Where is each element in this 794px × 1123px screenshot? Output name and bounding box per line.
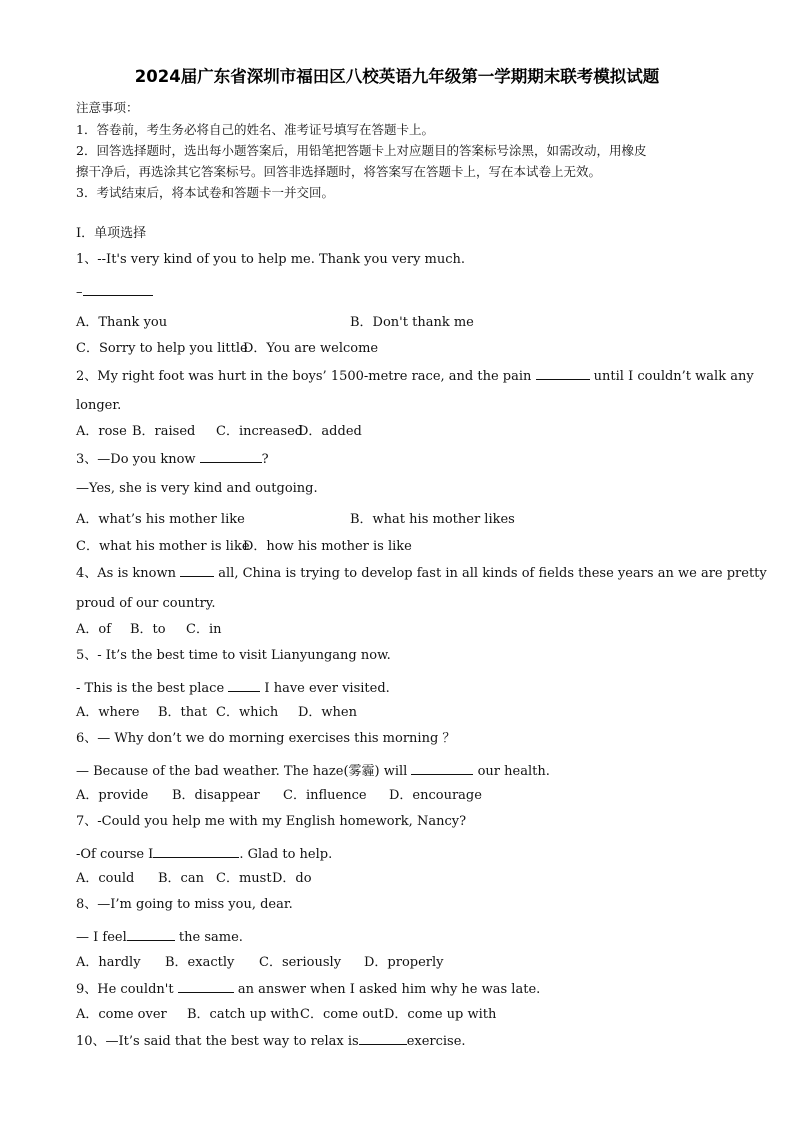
question-2-stem	[76, 367, 754, 385]
q5-option-d: D．when	[298, 705, 357, 720]
notice-line-3: 擦干净后，再选涂其它答案标号。回答非选择题时，将答案写在答题卡上，写在本试卷上无效。	[76, 164, 602, 179]
q1-option-d: D．You are welcome	[243, 341, 379, 356]
question-4-stem-cont: proud of our country.	[76, 596, 216, 611]
answer-blank	[180, 564, 214, 577]
q4-option-b: B．to	[130, 622, 166, 637]
q1-option-c: C．Sorry to help you little	[76, 341, 248, 356]
stem-part-b: exercise.	[406, 1034, 466, 1049]
answer-blank	[200, 450, 262, 463]
q8-option-c: C．seriously	[259, 955, 342, 970]
question-3-stem	[76, 450, 269, 468]
stem-part-b: until I couldn’t walk any	[589, 369, 754, 384]
question-7-reply	[76, 845, 332, 863]
reply-part-a: — I feel	[76, 930, 127, 945]
q2-option-c: C．increased	[216, 424, 304, 439]
question-1-reply	[76, 283, 153, 301]
question-8-reply	[76, 928, 243, 946]
answer-blank	[411, 762, 473, 775]
stem-part-b: all, China is trying to develop fast in all kinds of fields these years an we are pretty	[214, 566, 767, 581]
stem-part-a: 3、—Do you know	[76, 452, 200, 467]
stem-part-a: 2、My right foot was hurt in the boys’ 1500-metre race, and the pain	[76, 369, 536, 384]
question-4-stem	[76, 564, 767, 582]
stem-part-a: 9、He couldn't	[76, 982, 178, 997]
reply-prefix: –	[76, 285, 83, 300]
question-10-stem	[76, 1032, 466, 1050]
reply-part-a: -Of course I	[76, 847, 154, 862]
answer-blank	[178, 980, 234, 993]
question-7-stem: 7、-Could you help me with my English homework, Nancy?	[76, 814, 467, 829]
q9-option-c: C．come out	[300, 1007, 384, 1022]
notice-line-2: 2．回答选择题时，选出每小题答案后，用铅笔把答题卡上对应题目的答案标号涂黑，如需改动，用橡皮	[76, 143, 647, 158]
q1-option-a: A．Thank you	[76, 315, 168, 330]
question-5-reply	[76, 679, 390, 697]
q6-option-d: D．encourage	[389, 788, 482, 803]
q7-option-a: A．could	[76, 871, 135, 886]
answer-blank	[153, 845, 239, 858]
notice-heading: 注意事项：	[76, 100, 139, 115]
section-title: Ⅰ．单项选择	[76, 226, 147, 241]
stem-part-b: ?	[261, 452, 269, 467]
q9-option-a: A．come over	[76, 1007, 167, 1022]
reply-part-b: the same.	[174, 930, 243, 945]
q6-option-a: A．provide	[76, 788, 149, 803]
question-3-reply: —Yes, she is very kind and outgoing.	[76, 481, 318, 496]
question-5-stem: 5、- It’s the best time to visit Lianyungang now.	[76, 648, 391, 663]
question-8-stem: 8、—I’m going to miss you, dear.	[76, 897, 293, 912]
reply-part-b: . Glad to help.	[239, 847, 333, 862]
q6-option-b: B．disappear	[172, 788, 260, 803]
reply-part-a: - This is the best place	[76, 681, 229, 696]
question-6-stem: 6、— Why don’t we do morning exercises this morning ？	[76, 731, 456, 746]
answer-blank	[228, 679, 260, 692]
q2-option-a: A．rose	[76, 424, 127, 439]
q6-option-c: C．influence	[283, 788, 367, 803]
q5-option-c: C．which	[216, 705, 279, 720]
reply-part-b: our health.	[473, 764, 550, 779]
q4-option-a: A．of	[76, 622, 112, 637]
q8-option-d: D．properly	[364, 955, 444, 970]
question-6-reply	[76, 762, 550, 780]
stem-part-b: an answer when I asked him why he was late.	[233, 982, 541, 997]
answer-blank	[127, 928, 175, 941]
q3-option-d: D．how his mother is like	[243, 539, 412, 554]
q2-option-d: D．added	[298, 424, 362, 439]
q5-option-b: B．that	[158, 705, 208, 720]
q4-option-c: C．in	[186, 622, 222, 637]
question-9-stem	[76, 980, 540, 998]
notice-line-4: 3．考试结束后，将本试卷和答题卡一并交回。	[76, 185, 334, 200]
q8-option-b: B．exactly	[165, 955, 235, 970]
q7-option-c: C．must	[216, 871, 272, 886]
stem-part-a: 4、As is known	[76, 566, 181, 581]
answer-blank	[83, 283, 153, 296]
q3-option-b: B．what his mother likes	[350, 512, 515, 527]
q5-option-a: A．where	[76, 705, 140, 720]
exam-title: 2024届广东省深圳市福田区八校英语九年级第一学期期末联考模拟试题	[134, 67, 660, 86]
reply-part-b: I have ever visited.	[260, 681, 390, 696]
stem-part-a: 10、—It’s said that the best way to relax is	[76, 1034, 359, 1049]
answer-blank	[536, 367, 590, 380]
q2-option-b: B．raised	[132, 424, 196, 439]
q3-option-c: C．what his mother is like	[76, 539, 250, 554]
q9-option-d: D．come up with	[384, 1007, 497, 1022]
question-1-stem: 1、--It's very kind of you to help me. Thank you very much.	[76, 252, 466, 267]
reply-part-a: — Because of the bad weather. The haze(雾霾) will	[76, 764, 412, 779]
q1-option-b: B．Don't thank me	[350, 315, 474, 330]
q8-option-a: A．hardly	[76, 955, 141, 970]
question-2-stem-cont: longer.	[76, 398, 122, 413]
q9-option-b: B．catch up with	[187, 1007, 300, 1022]
q7-option-b: B．can	[158, 871, 204, 886]
notice-line-1: 1．答卷前，考生务必将自己的姓名、准考证号填写在答题卡上。	[76, 122, 434, 137]
q3-option-a: A．what’s his mother like	[76, 512, 245, 527]
q7-option-d: D．do	[272, 871, 312, 886]
answer-blank	[359, 1032, 407, 1045]
